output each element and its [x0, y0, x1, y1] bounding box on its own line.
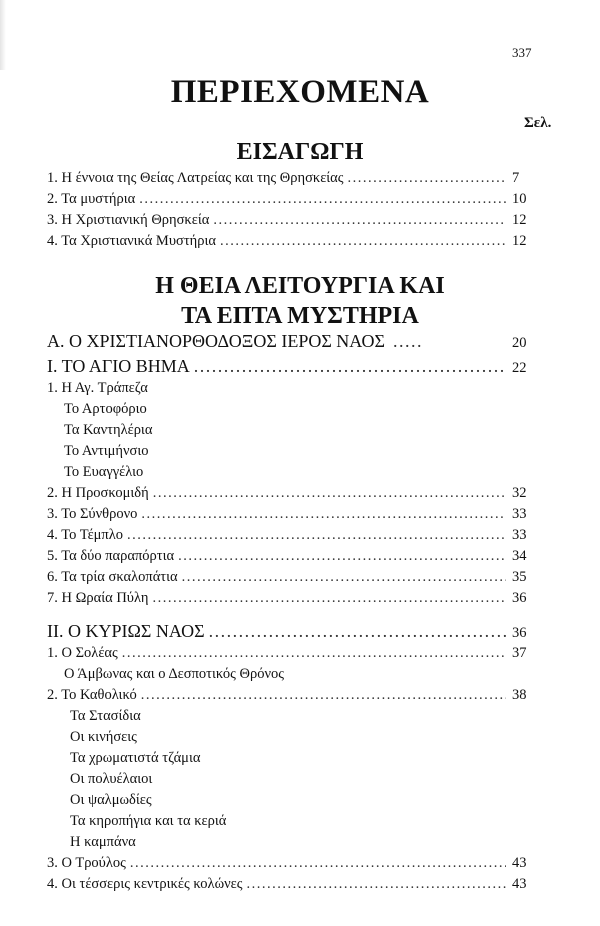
toc-entry-label: 1. Ο Σολέας [47, 645, 118, 661]
pages-column-label: Σελ. [524, 115, 552, 131]
toc-entry-label: Οι πολυέλαιοι [70, 771, 153, 787]
toc-entry-label: 1. Η Αγ. Τράπεζα [47, 380, 148, 396]
toc-entry-label: 6. Τα τρία σκαλοπάτια [47, 569, 178, 585]
toc-entry[interactable] [47, 548, 540, 568]
leader-dots [209, 621, 506, 642]
toc-entry[interactable] [47, 645, 540, 665]
leader-dots [139, 191, 506, 208]
toc-entry-label: 3. Το Σύνθρονο [47, 506, 138, 522]
leader-dots [194, 356, 506, 377]
toc-entry-page: 20 [512, 335, 527, 351]
toc-entry[interactable] [47, 380, 540, 400]
toc-entry[interactable] [47, 621, 540, 641]
toc-entry-label: 7. Η Ωραία Πύλη [47, 590, 149, 606]
toc-entry-page: 10 [512, 191, 527, 207]
toc-entry[interactable] [47, 356, 540, 376]
toc-subentry[interactable] [70, 729, 563, 749]
toc-subentry[interactable] [64, 401, 557, 421]
leader-dots [220, 233, 506, 250]
toc-entry-page: 37 [512, 645, 527, 661]
toc-entry[interactable] [47, 170, 540, 190]
toc-entry-page: 12 [512, 233, 527, 249]
toc-entry-page: 35 [512, 569, 527, 585]
toc-entry[interactable] [47, 590, 540, 610]
toc-entry-page: 43 [512, 876, 527, 892]
leader-dots [348, 170, 506, 187]
toc-entry-label: Ι. ΤΟ ΑΓΙΟ ΒΗΜΑ [47, 356, 190, 376]
toc-entry-label: Το Ευαγγέλιο [64, 464, 144, 480]
toc-entry-label: ΙΙ. Ο ΚΥΡΙΩΣ ΝΑΟΣ [47, 621, 205, 641]
toc-subentry[interactable] [70, 771, 563, 791]
leader-dots [247, 876, 506, 893]
toc-subentry[interactable] [64, 666, 557, 686]
toc-entry[interactable] [47, 527, 540, 547]
toc-entry[interactable] [47, 506, 540, 526]
section-heading-introduction: ΕΙΣΑΓΩΓΗ [236, 139, 364, 165]
toc-entry-label: Το Αντιμήνσιο [64, 443, 149, 459]
toc-entry-page: 7 [512, 170, 520, 186]
toc-entry-label: Τα χρωματιστά τζάμια [70, 750, 201, 766]
leader-dots [130, 855, 506, 872]
leader-dots [213, 212, 506, 229]
toc-entry-page: 34 [512, 548, 527, 564]
toc-entry-page: 36 [512, 625, 527, 641]
toc-subentry[interactable] [64, 422, 557, 442]
toc-entry-page: 43 [512, 855, 527, 871]
toc-entry-page: 33 [512, 506, 527, 522]
leader-dots [122, 645, 506, 662]
section-heading-liturgy-line1: Η ΘΕΙΑ ΛΕΙΤΟΥΡΓΙΑ ΚΑΙ [155, 273, 445, 299]
toc-entry[interactable] [47, 569, 540, 589]
toc-subentry[interactable] [70, 708, 563, 728]
leader-dots [152, 590, 506, 607]
leader-dots [127, 527, 506, 544]
toc-entry-label: 2. Η Προσκομιδή [47, 485, 149, 501]
toc-entry-page: 12 [512, 212, 527, 228]
leader-dots [178, 548, 506, 565]
toc-subentry[interactable] [64, 443, 557, 463]
toc-entry-label: 1. Η έννοια της Θείας Λατρείας και της Θρησκείας [47, 170, 344, 186]
toc-subentry[interactable] [70, 792, 563, 812]
page-title: ΠΕΡΙΕΧΟΜΕΝΑ [170, 74, 430, 110]
toc-entry-label: Τα Καντηλέρια [64, 422, 153, 438]
leader-dots [141, 506, 506, 523]
scan-edge-shadow [0, 0, 6, 70]
toc-entry-page: 33 [512, 527, 527, 543]
toc-entry[interactable] [47, 331, 540, 351]
toc-subentry[interactable] [64, 464, 557, 484]
toc-entry-label: 3. Ο Τρούλος [47, 855, 126, 871]
toc-entry-label: Οι κινήσεις [70, 729, 137, 745]
leader-dots [182, 569, 506, 586]
toc-entry-label: 2. Τα μυστήρια [47, 191, 136, 207]
toc-entry-label: Α. Ο ΧΡΙΣΤΙΑΝΟΡΘΟΔΟΞΟΣ ΙΕΡΟΣ ΝΑΟΣ [47, 331, 386, 351]
toc-entry[interactable] [47, 191, 540, 211]
leader-dots [393, 331, 421, 352]
toc-entry[interactable] [47, 233, 540, 253]
toc-entry-label: Το Αρτοφόριο [64, 401, 147, 417]
toc-entry-label: Οι ψαλμωδίες [70, 792, 152, 808]
toc-entry-label: Ο Άμβωνας και ο Δεσποτικός Θρόνος [64, 666, 284, 682]
section-heading-liturgy-line2: ΤΑ ΕΠΤΑ ΜΥΣΤΗΡΙΑ [181, 303, 419, 329]
toc-entry-label: Η καμπάνα [70, 834, 136, 850]
toc-entry-label: 4. Τα Χριστιανικά Μυστήρια [47, 233, 216, 249]
toc-entry[interactable] [47, 485, 540, 505]
page-number: 337 [512, 45, 532, 60]
toc-entry-label: 3. Η Χριστιανική Θρησκεία [47, 212, 210, 228]
leader-dots [153, 485, 506, 502]
toc-entry-page: 38 [512, 687, 527, 703]
toc-subentry[interactable] [70, 813, 563, 833]
toc-entry-page: 36 [512, 590, 527, 606]
toc-entry-label: 5. Τα δύο παραπόρτια [47, 548, 175, 564]
toc-entry-label: Τα Στασίδια [70, 708, 141, 724]
toc-entry-label: 2. Το Καθολικό [47, 687, 137, 703]
toc-entry-label: Τα κηροπήγια και τα κεριά [70, 813, 227, 829]
toc-entry-page: 22 [512, 360, 527, 376]
toc-subentry[interactable] [70, 834, 563, 854]
leader-dots [141, 687, 506, 704]
toc-entry[interactable] [47, 855, 540, 875]
toc-subentry[interactable] [70, 750, 563, 770]
toc-entry-label: 4. Το Τέμπλο [47, 527, 124, 543]
toc-entry[interactable] [47, 212, 540, 232]
toc-entry-page: 32 [512, 485, 527, 501]
toc-entry-label: 4. Οι τέσσερις κεντρικές κολώνες [47, 876, 243, 892]
toc-entry[interactable] [47, 687, 540, 707]
toc-entry[interactable] [47, 876, 540, 896]
